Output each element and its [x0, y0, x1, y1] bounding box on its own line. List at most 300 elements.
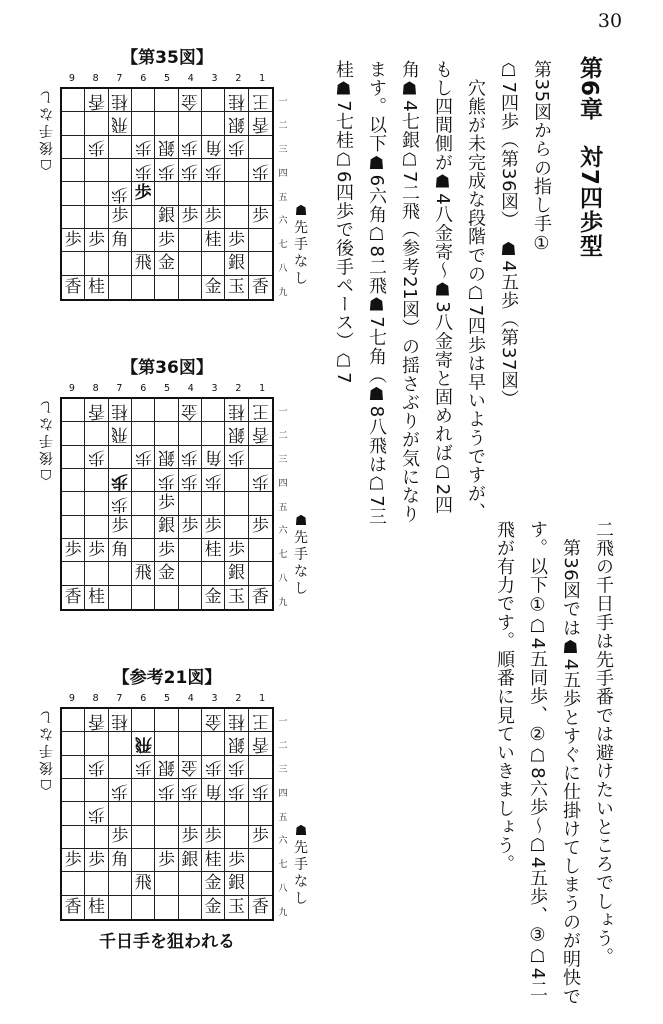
board-square — [249, 732, 272, 755]
board-square — [202, 469, 225, 492]
file-label: 7 — [116, 383, 123, 394]
file-label: 8 — [92, 383, 99, 394]
gote-piece: 歩 — [157, 780, 175, 801]
board-square — [132, 826, 155, 849]
board-square — [202, 252, 225, 275]
rank-label: 八 — [278, 263, 288, 274]
board-square — [109, 446, 132, 469]
board-square — [249, 112, 272, 135]
board-square — [249, 849, 272, 872]
board-square — [179, 756, 202, 779]
sente-piece: 飛 — [134, 562, 152, 583]
sente-piece: 歩 — [204, 206, 222, 227]
board-square — [155, 756, 178, 779]
board-square — [109, 802, 132, 825]
board-square — [62, 872, 85, 895]
board-square — [249, 229, 272, 252]
board-square — [179, 826, 202, 849]
board-square — [179, 492, 202, 515]
rank-label: 四 — [278, 788, 288, 799]
board-square — [62, 136, 85, 159]
file-label: 2 — [235, 383, 242, 394]
sente-piece: 桂 — [87, 586, 105, 607]
board-square — [202, 159, 225, 182]
gote-piece: 歩 — [251, 160, 269, 181]
sente-piece: 銀 — [157, 516, 175, 537]
rank-label: 七 — [278, 550, 288, 561]
board-square — [249, 136, 272, 159]
board-square — [109, 206, 132, 229]
board-square — [202, 136, 225, 159]
board-square — [202, 206, 225, 229]
board-square — [62, 562, 85, 585]
board-square — [85, 539, 108, 562]
board-square — [155, 206, 178, 229]
board-square — [225, 182, 248, 205]
rank-label: 一 — [278, 97, 288, 108]
board-square — [132, 516, 155, 539]
board-square — [85, 112, 108, 135]
board-square — [202, 399, 225, 422]
board-square — [179, 136, 202, 159]
sente-piece: 銀 — [227, 872, 245, 893]
board-square — [109, 516, 132, 539]
board-square — [202, 539, 225, 562]
rank-label: 六 — [278, 526, 288, 537]
board-square — [202, 896, 225, 919]
board-square — [132, 89, 155, 112]
diagram-title: 【第36図】 — [121, 358, 213, 378]
board-square — [85, 872, 108, 895]
file-label: 9 — [68, 383, 75, 394]
body-text-lower: 二飛の千日手は先手番では避けたいところでしょう。 第36図では☗4五歩とすぐに仕掛けてしまうのが明快です。以下①☖4五同歩、②☖8六歩〜☖4五歩、③☖4二飛が有力です。順番に見ていきましょう。 — [494, 520, 614, 1006]
board-square — [249, 276, 272, 299]
gote-hand: ☖後手 なし — [25, 708, 53, 792]
sente-piece: 桂 — [87, 276, 105, 297]
board-square — [132, 159, 155, 182]
gote-piece: 桂 — [111, 400, 129, 421]
board-square — [132, 252, 155, 275]
board-square — [62, 112, 85, 135]
diagram-title: 【参考21図】 — [112, 668, 222, 688]
sente-piece: 歩 — [204, 516, 222, 537]
gote-piece: 歩 — [134, 757, 152, 778]
file-label: 7 — [116, 693, 123, 704]
board-square — [202, 492, 225, 515]
sente-piece: 歩 — [157, 849, 175, 870]
board-square — [249, 422, 272, 445]
sente-hand: ☗先手 なし — [294, 823, 322, 907]
gote-piece: 銀 — [227, 113, 245, 134]
rank-label: 六 — [278, 216, 288, 227]
board-square — [85, 229, 108, 252]
board-square — [155, 276, 178, 299]
board-square — [109, 89, 132, 112]
board-square — [132, 849, 155, 872]
board-square — [225, 896, 248, 919]
file-label: 9 — [68, 693, 75, 704]
board-square — [62, 252, 85, 275]
sente-piece: 歩 — [157, 492, 175, 513]
board-square — [155, 89, 178, 112]
rank-label: 七 — [278, 860, 288, 871]
board-square — [179, 112, 202, 135]
shogi-board — [60, 87, 274, 301]
rank-label: 二 — [278, 741, 288, 752]
file-label: 3 — [211, 383, 218, 394]
board-square — [62, 896, 85, 919]
gote-piece: 歩 — [227, 757, 245, 778]
board-square — [62, 586, 85, 609]
board-square — [179, 206, 202, 229]
sente-piece: 香 — [251, 896, 269, 917]
sente-piece: 玉 — [227, 586, 245, 607]
board-square — [225, 399, 248, 422]
gote-piece: 歩 — [181, 137, 199, 158]
board-square — [132, 896, 155, 919]
board-square — [202, 446, 225, 469]
board-square — [132, 562, 155, 585]
gote-piece: 歩 — [134, 160, 152, 181]
gote-piece: 角 — [204, 780, 222, 801]
file-label: 1 — [259, 73, 266, 84]
file-label: 6 — [140, 383, 147, 394]
sente-piece: 歩 — [111, 206, 129, 227]
board-square — [179, 849, 202, 872]
sente-piece: 玉 — [227, 896, 245, 917]
board-square — [109, 779, 132, 802]
sente-piece: 香 — [251, 586, 269, 607]
board-square — [155, 422, 178, 445]
board-square — [62, 159, 85, 182]
board-square — [109, 422, 132, 445]
board-square — [249, 826, 272, 849]
board-square — [202, 709, 225, 732]
gote-piece: 王 — [251, 710, 269, 731]
gote-piece: 歩 — [181, 780, 199, 801]
gote-piece: 桂 — [227, 400, 245, 421]
sente-piece: 金 — [204, 896, 222, 917]
gote-piece: 歩 — [227, 780, 245, 801]
gote-piece: 歩 — [227, 447, 245, 468]
sente-piece: 歩 — [204, 826, 222, 847]
board-square — [179, 896, 202, 919]
rank-label: 九 — [278, 287, 288, 298]
gote-piece: 歩 — [87, 803, 105, 824]
board-square — [179, 872, 202, 895]
board-square — [179, 252, 202, 275]
sente-piece: 玉 — [227, 276, 245, 297]
file-labels — [60, 73, 274, 84]
board-square — [202, 872, 225, 895]
board-square — [249, 802, 272, 825]
rank-label: 三 — [278, 144, 288, 155]
board-square — [132, 709, 155, 732]
board-square — [85, 732, 108, 755]
board-square — [202, 849, 225, 872]
board-square — [85, 422, 108, 445]
board-square — [225, 492, 248, 515]
board-square — [155, 709, 178, 732]
gote-hand: ☖後手 なし — [25, 398, 53, 482]
file-label: 3 — [211, 693, 218, 704]
board-square — [109, 756, 132, 779]
board-square — [109, 539, 132, 562]
rank-label: 五 — [278, 192, 288, 203]
gote-piece: 香 — [251, 423, 269, 444]
board-square — [249, 492, 272, 515]
board-square — [62, 709, 85, 732]
rank-label: 五 — [278, 502, 288, 513]
board-square — [85, 399, 108, 422]
sente-piece: 飛 — [134, 252, 152, 273]
sente-hand: ☗先手 なし — [294, 513, 322, 597]
gote-piece: 角 — [204, 447, 222, 468]
board-square — [85, 206, 108, 229]
gote-piece: 香 — [251, 733, 269, 754]
gote-piece: 飛 — [134, 733, 152, 754]
board-square — [225, 206, 248, 229]
board-square — [202, 112, 225, 135]
board-square — [225, 136, 248, 159]
board-square — [132, 206, 155, 229]
gote-piece: 王 — [251, 400, 269, 421]
sente-piece: 香 — [64, 896, 82, 917]
file-label: 8 — [92, 73, 99, 84]
board-square — [202, 756, 225, 779]
board-square — [179, 586, 202, 609]
board-square — [249, 399, 272, 422]
sente-piece: 歩 — [111, 826, 129, 847]
gote-piece: 歩 — [111, 470, 129, 491]
board-square — [225, 516, 248, 539]
board-square — [132, 276, 155, 299]
board-square — [85, 159, 108, 182]
board-square — [225, 252, 248, 275]
file-label: 1 — [259, 693, 266, 704]
board-square — [249, 756, 272, 779]
board-square — [225, 732, 248, 755]
board-square — [249, 709, 272, 732]
board-square — [85, 826, 108, 849]
board-square — [85, 849, 108, 872]
sente-piece: 角 — [111, 849, 129, 870]
rank-label: 二 — [278, 431, 288, 442]
board-square — [109, 849, 132, 872]
gote-piece: 歩 — [87, 137, 105, 158]
sente-piece: 角 — [111, 539, 129, 560]
gote-piece: 歩 — [251, 470, 269, 491]
board-square — [225, 562, 248, 585]
gote-piece: 銀 — [157, 757, 175, 778]
gote-piece: 歩 — [111, 183, 129, 204]
board-square — [225, 872, 248, 895]
board-square — [109, 872, 132, 895]
board-square — [109, 896, 132, 919]
diagram-title: 【第35図】 — [121, 48, 213, 68]
gote-piece: 桂 — [227, 710, 245, 731]
board-square — [202, 562, 225, 585]
board-square — [179, 709, 202, 732]
sente-piece: 歩 — [227, 849, 245, 870]
board-square — [85, 802, 108, 825]
board-square — [179, 562, 202, 585]
rank-label: 一 — [278, 407, 288, 418]
rank-labels — [277, 399, 289, 613]
gote-piece: 金 — [204, 710, 222, 731]
sente-piece: 歩 — [64, 849, 82, 870]
sente-piece: 銀 — [181, 849, 199, 870]
board-square — [225, 446, 248, 469]
gote-piece: 銀 — [227, 423, 245, 444]
board-square — [62, 802, 85, 825]
file-labels — [60, 383, 274, 394]
board-square — [225, 112, 248, 135]
board-square — [85, 516, 108, 539]
board-square — [109, 112, 132, 135]
sente-piece: 歩 — [87, 849, 105, 870]
board-square — [109, 399, 132, 422]
sente-piece: 歩 — [87, 539, 105, 560]
sente-piece: 歩 — [87, 229, 105, 250]
board-square — [85, 709, 108, 732]
gote-piece: 歩 — [204, 470, 222, 491]
board-square — [85, 492, 108, 515]
board-square — [109, 229, 132, 252]
gote-piece: 歩 — [111, 780, 129, 801]
board-square — [62, 756, 85, 779]
gote-piece: 金 — [181, 400, 199, 421]
board-square — [249, 896, 272, 919]
sente-piece: 桂 — [87, 896, 105, 917]
board-square — [225, 539, 248, 562]
board-square — [202, 89, 225, 112]
board-square — [109, 276, 132, 299]
board-square — [155, 586, 178, 609]
board-square — [62, 732, 85, 755]
file-label: 5 — [163, 383, 171, 394]
board-square — [85, 562, 108, 585]
rank-label: 六 — [278, 836, 288, 847]
gote-piece: 香 — [87, 90, 105, 111]
board-square — [62, 516, 85, 539]
sente-piece: 歩 — [227, 539, 245, 560]
board-square — [62, 779, 85, 802]
board-square — [132, 446, 155, 469]
gote-piece: 王 — [251, 90, 269, 111]
board-square — [202, 182, 225, 205]
board-square — [62, 89, 85, 112]
board-square — [202, 422, 225, 445]
file-label: 1 — [259, 383, 266, 394]
board-square — [179, 732, 202, 755]
file-label: 4 — [187, 693, 194, 704]
sente-piece: 歩 — [251, 826, 269, 847]
shogi-board — [60, 707, 274, 921]
board-square — [249, 469, 272, 492]
rank-label: 一 — [278, 717, 288, 728]
board-square — [249, 446, 272, 469]
board-square — [202, 779, 225, 802]
board-square — [109, 732, 132, 755]
board-square — [155, 732, 178, 755]
board-square — [85, 756, 108, 779]
board-square — [202, 586, 225, 609]
gote-piece: 銀 — [157, 137, 175, 158]
board-square — [109, 469, 132, 492]
sente-piece: 桂 — [204, 229, 222, 250]
board-square — [132, 469, 155, 492]
board-square — [249, 779, 272, 802]
rank-labels — [277, 709, 289, 923]
board-square — [225, 756, 248, 779]
gote-piece: 歩 — [87, 447, 105, 468]
sente-piece: 歩 — [157, 229, 175, 250]
board-square — [155, 802, 178, 825]
board-square — [85, 136, 108, 159]
board-square — [202, 732, 225, 755]
board-square — [132, 756, 155, 779]
board-square — [109, 709, 132, 732]
sente-hand: ☗先手 なし — [294, 203, 322, 287]
board-square — [132, 732, 155, 755]
board-square — [179, 516, 202, 539]
board-square — [155, 562, 178, 585]
board-square — [202, 516, 225, 539]
board-square — [179, 539, 202, 562]
rank-label: 八 — [278, 883, 288, 894]
board-square — [202, 802, 225, 825]
board-square — [62, 276, 85, 299]
gote-hand: ☖後手 なし — [25, 88, 53, 172]
gote-piece: 歩 — [204, 160, 222, 181]
rank-label: 五 — [278, 812, 288, 823]
sente-piece: 歩 — [64, 539, 82, 560]
board-square — [155, 872, 178, 895]
gote-piece: 歩 — [181, 470, 199, 491]
diagram-35 — [0, 43, 330, 343]
board-square — [109, 826, 132, 849]
board-square — [132, 422, 155, 445]
sente-piece: 歩 — [251, 206, 269, 227]
board-square — [249, 516, 272, 539]
board-square — [225, 802, 248, 825]
gote-piece: 歩 — [157, 470, 175, 491]
board-square — [62, 399, 85, 422]
sente-piece: 歩 — [111, 516, 129, 537]
board-square — [85, 896, 108, 919]
gote-piece: 銀 — [157, 447, 175, 468]
file-label: 3 — [211, 73, 218, 84]
gote-piece: 金 — [181, 90, 199, 111]
board-square — [85, 89, 108, 112]
board-square — [179, 276, 202, 299]
board-square — [155, 896, 178, 919]
sente-piece: 金 — [204, 276, 222, 297]
sente-piece: 金 — [157, 562, 175, 583]
board-square — [179, 182, 202, 205]
file-label: 6 — [140, 73, 147, 84]
rank-label: 三 — [278, 764, 288, 775]
board-square — [202, 276, 225, 299]
sente-piece: 金 — [204, 872, 222, 893]
sente-piece: 歩 — [181, 206, 199, 227]
board-square — [132, 779, 155, 802]
sente-piece: 角 — [111, 229, 129, 250]
rank-labels — [277, 89, 289, 303]
board-square — [155, 252, 178, 275]
board-square — [109, 586, 132, 609]
